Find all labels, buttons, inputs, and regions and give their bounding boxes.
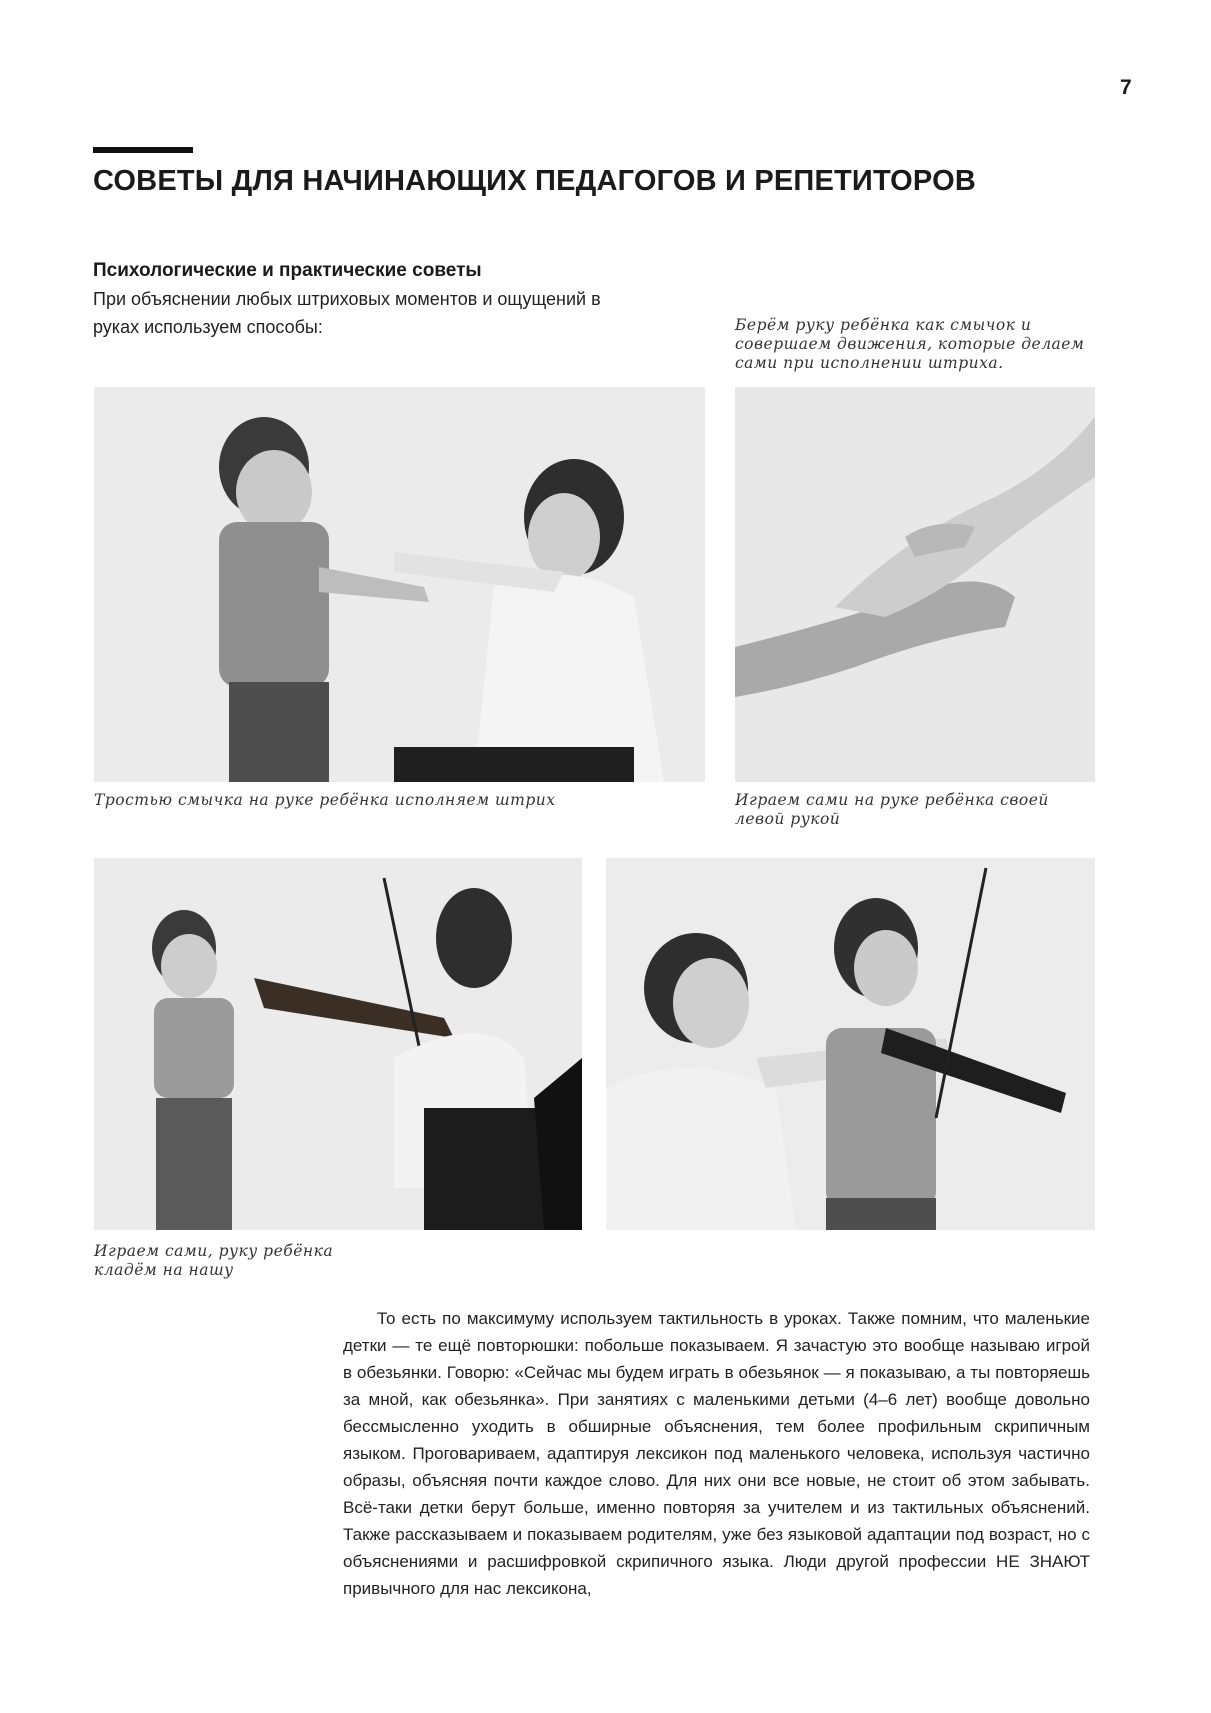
page-number: 7	[1120, 76, 1132, 99]
caption-photo-1: Тростью смычка на руке ребёнка исполняем штрих	[94, 791, 556, 809]
caption-photo-3: Играем сами, руку ребёнка кладём на нашу	[94, 1242, 334, 1279]
page-title: СОВЕТЫ ДЛЯ НАЧИНАЮЩИХ ПЕДАГОГОВ И РЕПЕТИТОРОВ	[93, 165, 976, 197]
body-text-block	[343, 1305, 1090, 1602]
caption-photo-2: Играем сами на руке ребёнка своей левой рукой	[735, 791, 1049, 828]
photo-guiding-child-violin	[606, 858, 1095, 1230]
caption-top-right: Берём руку ребёнка как смычок и совершаем движения, которые делаем сами при исполнении штриха.	[735, 316, 1085, 372]
photo-hand-close-up	[735, 387, 1095, 782]
intro-paragraph: При объяснении любых штриховых моментов и ощущений в руках используем способы:	[93, 289, 601, 337]
section-subtitle: Психологические и практические советы	[93, 260, 482, 281]
body-paragraph: То есть по максимуму используем тактильность в уроках. Также помним, что маленькие детки — те ещё повторюшки: побольше показываем. Я зачастую это вообще называю игрой в обезьянки. Говорю: «Сейчас мы будем играть в обезьянок — я показываю, а ты повторяешь за мной, как обезьянка». При занятиях с маленькими детьми (4–6 лет) вообще довольно бессмысленно уходить в обширные объяснения, тем более профильным скрипичным языком. Проговариваем, адаптируя лексикон под маленького человека, используя частично образы, объясняя почти каждое слово. Для них они все новые, не стоит об этом забывать. Всё-таки детки берут больше, именно повторяя за учителем и из тактильных объяснений. Также рассказываем и показываем родителям, уже без языковой адаптации под возраст, но с объяснениями и расшифровкой скрипичного языка. Люди другой профессии НЕ ЗНАЮТ привычного для нас лексикона,	[343, 1309, 1090, 1598]
title-rule	[93, 147, 193, 153]
photo-playing-child-hand	[94, 858, 582, 1230]
photo-bow-on-arm	[94, 387, 705, 782]
